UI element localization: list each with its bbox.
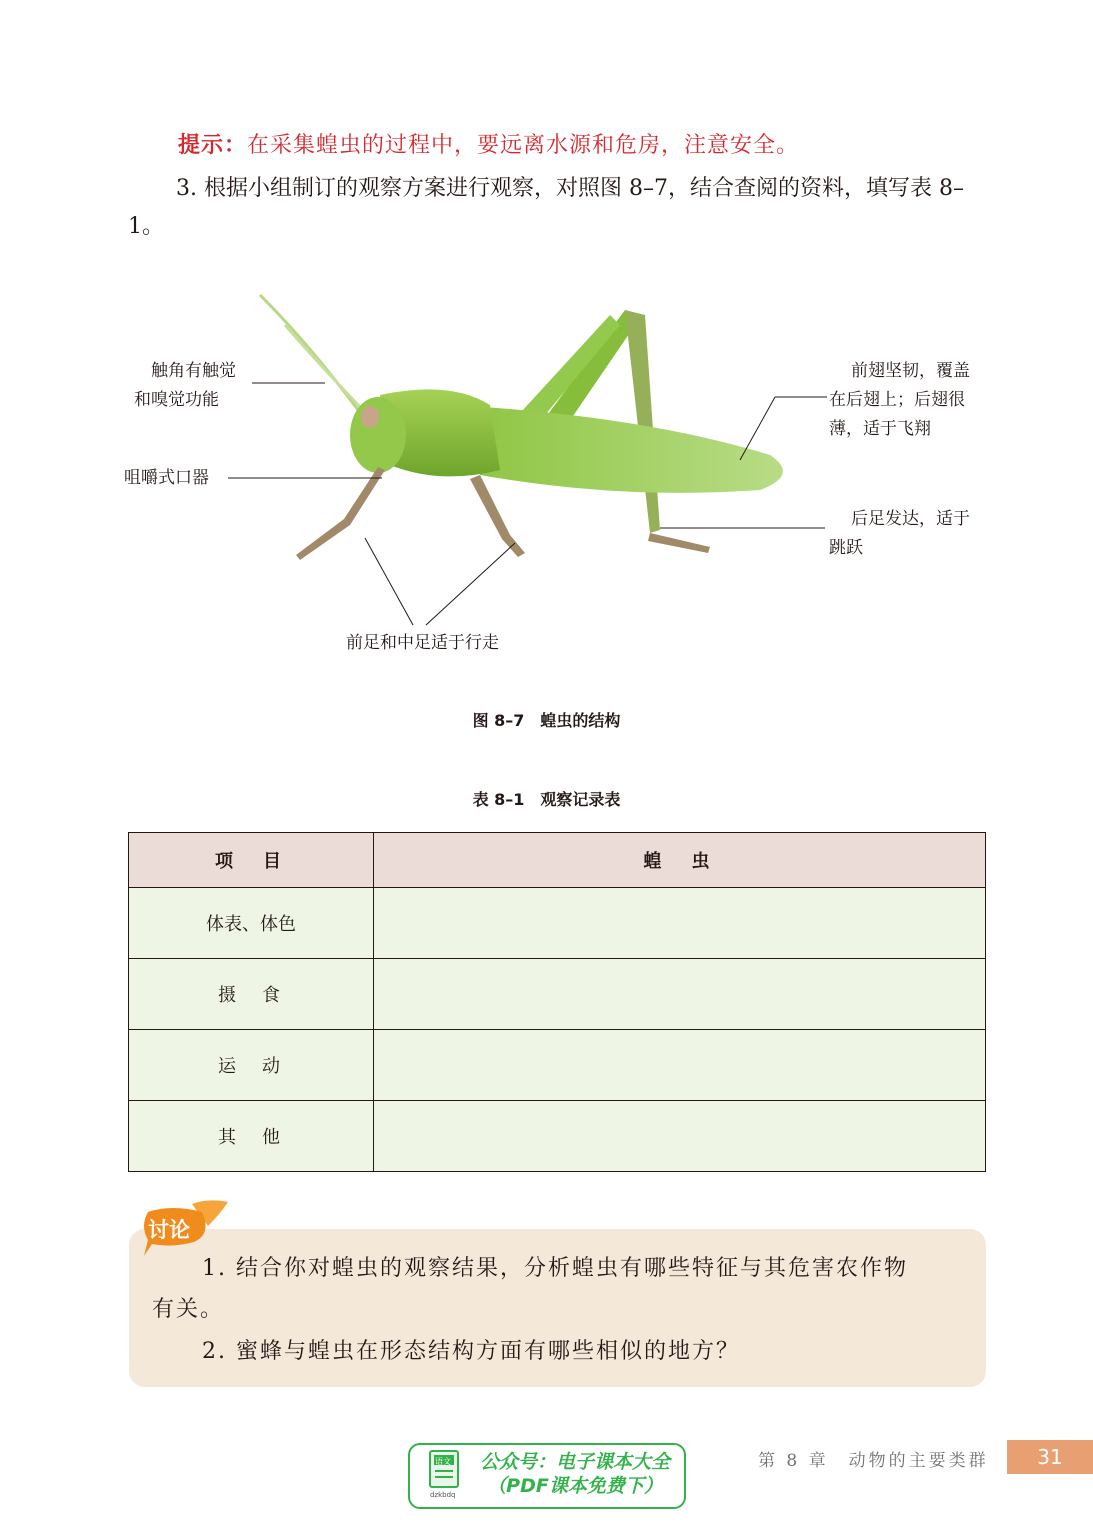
observation-table [128,832,986,1172]
label-wings-line3: 薄，适于飞翔 [829,419,931,439]
row-cell[interactable] [374,959,986,1030]
row-cell[interactable] [374,888,986,959]
pointer-line [740,397,775,460]
label-antenna-line1: 触角有触觉 [151,361,236,381]
header-grasshopper: 蝗 虫 [374,833,986,888]
row-cell[interactable] [374,1030,986,1101]
watermark-line2: （PDF课本免费下） [487,1475,663,1497]
instruction-paragraph: 3. 根据小组制订的观察方案进行观察，对照图 8–7，结合查阅的资料，填写表 8–1。 [128,176,964,239]
discussion-box [129,1229,986,1387]
book-icon [426,1449,466,1501]
row-label: 其 他 [129,1101,374,1172]
figure-caption: 图 8–7 蝗虫的结构 [472,711,621,730]
hind-tarsus [648,533,710,553]
antenna [285,325,360,407]
badge-label: 讨论 [148,1218,190,1242]
chapter-footer: 第 8 章 动物的主要类群 [758,1451,989,1471]
discussion-badge [142,1200,234,1260]
label-mouthparts: 咀嚼式口器 [124,468,209,488]
book-icon-text: 语文 [435,1457,451,1466]
grasshopper-illustration [120,285,1000,675]
tip-label: 提示： [178,133,248,158]
middle-leg [470,475,525,557]
tip-text: 在采集蝗虫的过程中，要远离水源和危房，注意安全。 [247,133,800,158]
safety-tip [178,128,799,159]
label-front-middle-legs: 前足和中足适于行走 [346,633,499,653]
row-label: 摄 食 [129,959,374,1030]
table-row [129,888,986,959]
label-antenna-line2: 和嗅觉功能 [134,390,219,410]
label-wings-line1: 前翅坚韧，覆盖 [851,361,970,381]
wings [450,405,783,493]
pointer-line [365,538,413,625]
table-row [129,1030,986,1101]
watermark-text [470,1450,680,1498]
discussion-question-2: 2. 蜜蜂与蝗虫在形态结构方面有哪些相似的地方？ [202,1339,740,1364]
compound-eye [361,406,379,428]
table-row [129,959,986,1030]
label-hindleg-line1: 后足发达，适于 [851,509,970,529]
label-hindleg-line2: 跳跃 [829,538,863,558]
row-label: 运 动 [129,1030,374,1101]
watermark-line1: 公众号：电子课本大全 [479,1451,670,1473]
table-caption: 表 8–1 观察记录表 [472,790,621,809]
discussion-question-1-line1: 1. 结合你对蝗虫的观察结果，分析蝗虫有哪些特征与其危害农作物 [202,1256,908,1281]
head [350,397,406,473]
row-cell[interactable] [374,1101,986,1172]
table-row [129,1101,986,1172]
page-number: 31 [1007,1440,1093,1474]
discussion-question-1-line2: 有关。 [152,1297,225,1322]
front-leg [296,467,385,560]
header-item: 项 目 [129,833,374,888]
pointer-line [426,543,515,625]
hind-tibia [625,310,660,533]
label-wings-line2: 在后翅上；后翅很 [829,390,965,410]
row-label: 体表、体色 [129,888,374,959]
book-icon-subtext: dzkbdq [430,1491,456,1499]
table-header-row [129,833,986,888]
